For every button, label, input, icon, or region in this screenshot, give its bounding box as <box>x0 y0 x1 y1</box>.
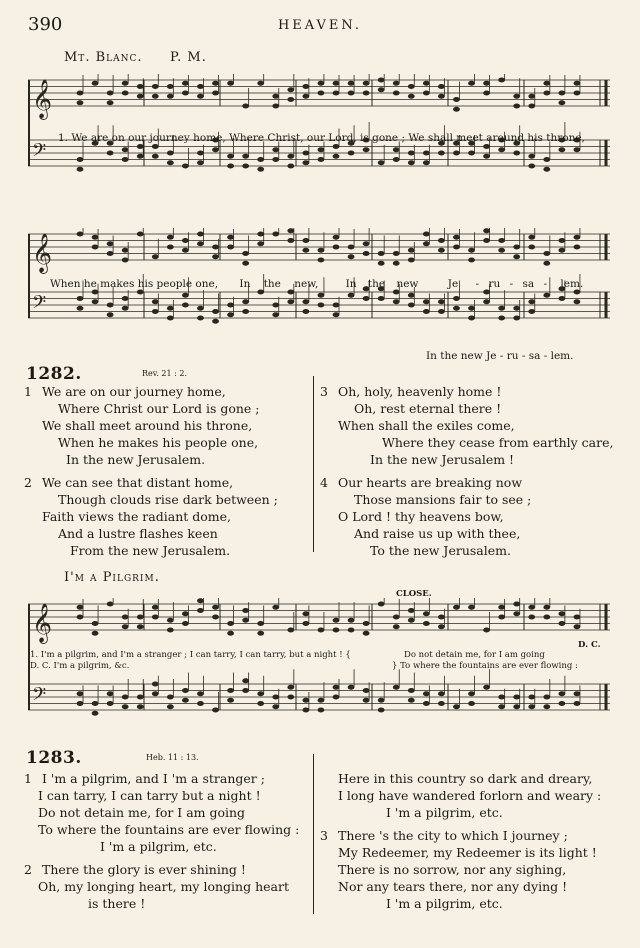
svg-text:𝄢: 𝄢 <box>32 292 47 318</box>
bass-lyric: In the new Je - ru - sa - lem. <box>426 350 574 362</box>
verse-line: Where they cease from earthly care, <box>382 435 614 450</box>
verse-line: 2 We can see that distant home, <box>24 475 234 490</box>
verse-line: 2 There the glory is ever shining ! <box>24 862 246 877</box>
verse-line: And raise us up with thee, <box>354 526 521 541</box>
verse-line: I long have wandered forlorn and weary : <box>338 788 602 803</box>
lyric-line: Do not detain me, for I am going <box>404 650 545 660</box>
svg-text:𝄞: 𝄞 <box>32 79 53 119</box>
verse-line: I 'm a pilgrim, etc. <box>100 839 217 854</box>
svg-text:𝄞: 𝄞 <box>32 233 53 273</box>
music-system-1 <box>28 74 610 222</box>
lyric-line: D. C. I'm a pilgrim, &c. <box>30 661 130 671</box>
verse-line: In the new Jerusalem. <box>66 452 206 467</box>
verse-line: I 'm a pilgrim, etc. <box>386 805 503 820</box>
lyric-line-2 <box>50 278 590 290</box>
verse-line: 1 I 'm a pilgrim, and I 'm a stranger ; <box>24 771 265 786</box>
verse-line: Oh, my longing heart, my longing heart <box>38 879 289 894</box>
lyric-segment: - <box>509 278 514 290</box>
verse-line: 3 There 's the city to which I journey ; <box>320 828 568 843</box>
verse-line: From the new Jerusalem. <box>70 543 231 558</box>
verse-line: 1 We are on our journey home, <box>24 384 226 399</box>
verse-line: Those mansions fair to see ; <box>354 492 532 507</box>
hymn-number: 1283. <box>26 748 82 768</box>
verse-line: Do not detain me, for I am going <box>38 805 246 820</box>
verse-line: There is no sorrow, nor any sighing, <box>338 862 567 877</box>
verse-line: I 'm a pilgrim, etc. <box>386 896 503 911</box>
verse-line: 3 Oh, holy, heavenly home ! <box>320 384 502 399</box>
svg-text:𝄞: 𝄞 <box>32 603 53 643</box>
verse-line: When shall the exiles come, <box>338 418 515 433</box>
verse-line: We shall meet around his throne, <box>42 418 253 433</box>
verse-line: Faith views the radiant dome, <box>42 509 231 524</box>
tune-name: I'm a Pilgrim. <box>64 570 160 585</box>
lyric-segment: In <box>239 278 251 290</box>
lyric-line: 1. We are on our journey home, Where Christ, our Lord, is gone ; We shall meet around his throne, <box>58 132 585 144</box>
lyric-segment: the <box>263 278 281 290</box>
lyric-segment: When he makes his people one, <box>50 278 219 290</box>
verse-line: When he makes his people one, <box>58 435 259 450</box>
verse-line: To the new Jerusalem. <box>370 543 511 558</box>
tune-meter: P. M. <box>170 50 207 65</box>
lyric-line: } To where the fountains are ever flowing : <box>392 661 578 671</box>
lyric-segment: - <box>475 278 480 290</box>
dc-label: D. C. <box>578 640 601 650</box>
hymn-column-1 <box>24 383 278 559</box>
verse-line: Nor any tears there, nor any dying ! <box>338 879 568 894</box>
verse-line: Though clouds rise dark between ; <box>58 492 278 507</box>
verse-line: In the new Jerusalem ! <box>370 452 515 467</box>
hymn-number: 1282. <box>26 364 82 384</box>
verse-line: 4 Our hearts are breaking now <box>320 475 523 490</box>
lyric-segment: In <box>345 278 357 290</box>
svg-text:𝄢: 𝄢 <box>32 684 47 710</box>
hymn-column-2 <box>320 383 613 559</box>
verse-line: is there ! <box>88 896 146 911</box>
page-number: 390 <box>28 14 63 35</box>
svg-text:𝄢: 𝄢 <box>32 140 47 166</box>
column-divider <box>313 754 314 914</box>
lyric-line: 1. I'm a pilgrim, and I'm a stranger ; I can tarry, I can tarry, but a night ! { <box>30 650 351 660</box>
verse-line: I can tarry, I can tarry but a night ! <box>38 788 261 803</box>
verse-line: Here in this country so dark and dreary, <box>338 771 593 786</box>
verse-line: Oh, rest eternal there ! <box>354 401 502 416</box>
hymn-column-1 <box>24 770 299 912</box>
verse-line: And a lustre flashes keen <box>58 526 218 541</box>
lyric-segment: ru <box>488 278 501 290</box>
scripture-reference: Rev. 21 : 2. <box>142 369 188 378</box>
hymn-column-2 <box>320 770 601 912</box>
lyric-segment: new <box>396 278 419 290</box>
verse-line: O Lord ! thy heavens bow, <box>338 509 504 524</box>
lyric-segment: sa <box>522 278 535 290</box>
lyric-segment: - <box>543 278 548 290</box>
scripture-reference: Heb. 11 : 13. <box>146 753 199 762</box>
column-divider <box>313 376 314 552</box>
lyric-segment: lem. <box>560 278 584 290</box>
verse-line: My Redeemer, my Redeemer is its light ! <box>338 845 597 860</box>
lyric-segment: Je <box>447 278 459 290</box>
lyric-segment: new, <box>294 278 319 290</box>
verse-line: Where Christ our Lord is gone ; <box>58 401 260 416</box>
verse-line: To where the fountains are ever flowing : <box>38 822 300 837</box>
close-label: CLOSE. <box>396 589 432 599</box>
tune-name: Mt. Blanc. <box>64 50 143 65</box>
lyric-segment: the <box>367 278 386 290</box>
section-title: HEAVEN. <box>277 18 363 33</box>
